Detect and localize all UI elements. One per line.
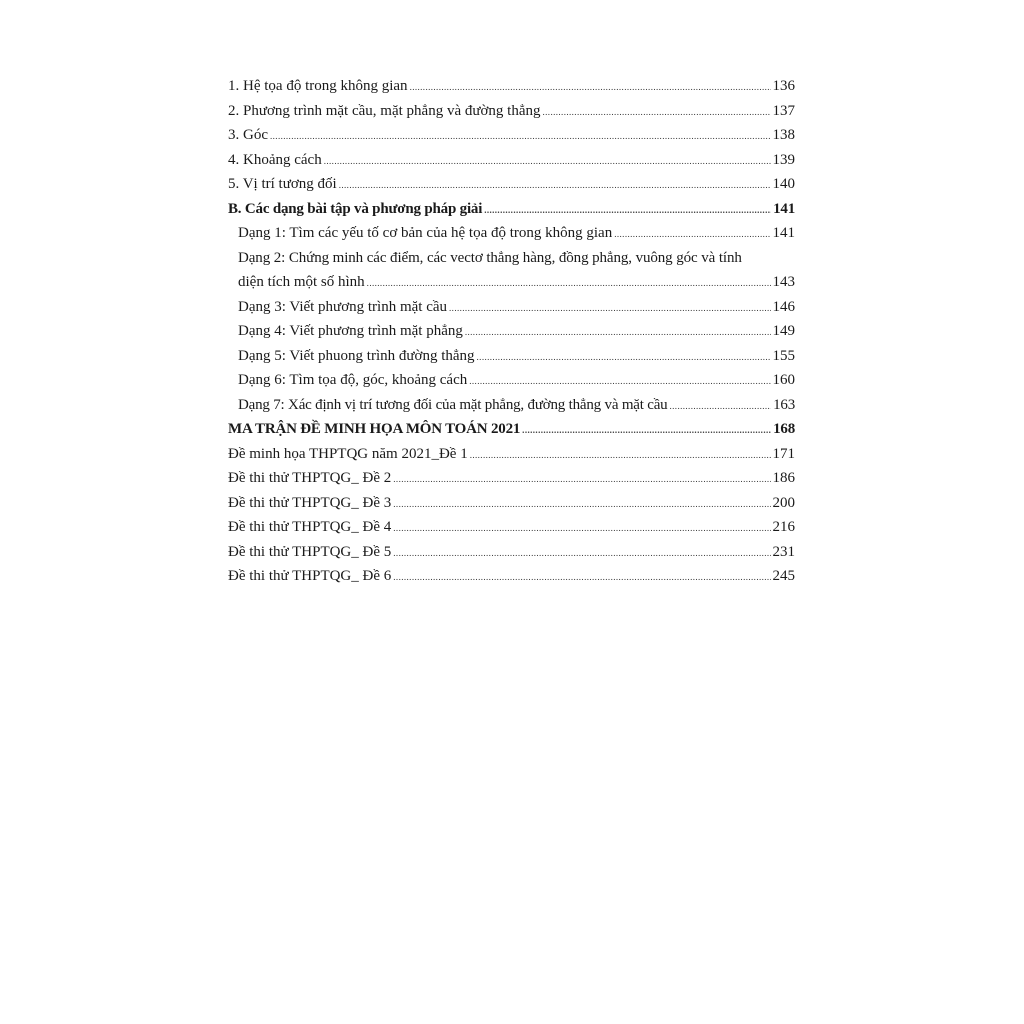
toc-leader-dots <box>324 157 771 166</box>
toc-entry-page: 138 <box>772 127 795 143</box>
toc-entry[interactable] <box>228 491 795 516</box>
toc-entry-page: 137 <box>772 102 795 119</box>
toc-entry-label: Dạng 5: Viết phuong trình đường thẳng <box>238 347 475 364</box>
toc-entry[interactable] <box>228 99 795 124</box>
toc-entry[interactable] <box>228 540 795 565</box>
toc-subentry[interactable] <box>228 344 795 369</box>
toc-entry-page: 141 <box>772 225 795 241</box>
toc-entry-label: Đề thi thử THPTQG_ Đề 4 <box>228 519 392 535</box>
toc-leader-dots <box>393 524 770 533</box>
toc-leader-dots <box>484 206 771 215</box>
toc-entry-page: 139 <box>772 151 795 168</box>
toc-leader-dots <box>393 573 770 582</box>
toc-leader-dots <box>543 108 771 117</box>
toc-section-heading[interactable] <box>228 417 795 442</box>
toc-section-heading[interactable] <box>228 197 795 222</box>
toc-entry-label-line1: Dạng 2: Chứng minh các điểm, các vectơ thẳng hàng, đồng phẳng, vuông góc và tính <box>238 249 742 266</box>
toc-entry-label: Đề minh họa THPTQG năm 2021_Đề 1 <box>228 445 468 462</box>
toc-entry-page: 141 <box>773 200 795 217</box>
toc-subentry[interactable] <box>228 393 795 418</box>
toc-entry-page: 171 <box>772 445 795 462</box>
toc-entry-label: B. Các dạng bài tập và phương pháp giải <box>228 200 483 217</box>
toc-entry-label: 3. Góc <box>228 127 268 143</box>
toc-entry-page: 200 <box>772 494 795 511</box>
toc-entry-label: 1. Hệ tọa độ trong không gian <box>228 78 408 94</box>
toc-leader-dots <box>470 451 771 460</box>
toc-entry-label: 2. Phương trình mặt cầu, mặt phẳng và đường thẳng <box>228 102 541 119</box>
toc-entry-page: 163 <box>773 396 795 413</box>
toc-entry-page: 186 <box>772 470 795 486</box>
toc-leader-dots <box>367 279 771 288</box>
toc-subentry[interactable] <box>228 221 795 246</box>
toc-entry-label: Đề thi thử THPTQG_ Đề 3 <box>228 494 392 511</box>
toc-entry[interactable] <box>228 466 795 491</box>
toc-leader-dots <box>393 475 770 484</box>
toc-entry-label: Dạng 1: Tìm các yếu tố cơ bản của hệ tọa độ trong không gian <box>238 225 613 241</box>
toc-entry-label: Đề thi thử THPTQG_ Đề 2 <box>228 470 392 486</box>
toc-entry-label: Đề thi thử THPTQG_ Đề 6 <box>228 568 392 584</box>
toc-leader-dots <box>393 500 770 509</box>
toc-leader-dots <box>410 83 771 92</box>
toc-entry[interactable] <box>228 172 795 197</box>
toc-entry-label-line2: diện tích một số hình <box>238 274 365 290</box>
toc-leader-dots <box>270 132 771 141</box>
toc-entry-page: 155 <box>772 347 795 364</box>
toc-entry-label: Đề thi thử THPTQG_ Đề 5 <box>228 543 392 560</box>
toc-leader-dots <box>465 328 771 337</box>
toc-entry-label: 4. Khoảng cách <box>228 151 322 168</box>
toc-entry-line2 <box>228 270 795 295</box>
toc-entry[interactable] <box>228 123 795 148</box>
toc-entry-page: 245 <box>772 568 795 584</box>
toc-entry-page: 216 <box>772 519 795 535</box>
toc-subentry-multiline[interactable] <box>228 246 795 295</box>
toc-entry[interactable] <box>228 74 795 99</box>
toc-entry-label: Dạng 4: Viết phương trình mặt phẳng <box>238 323 463 339</box>
toc-entry-page: 231 <box>772 543 795 560</box>
toc-entry[interactable] <box>228 515 795 540</box>
toc-entry[interactable] <box>228 148 795 173</box>
toc-subentry[interactable] <box>228 295 795 320</box>
toc-leader-dots <box>469 377 770 386</box>
toc-leader-dots <box>339 181 771 190</box>
toc-entry-page: 140 <box>772 176 795 192</box>
toc-entry-label: Dạng 6: Tìm tọa độ, góc, khoảng cách <box>238 372 468 388</box>
toc-leader-dots <box>477 353 771 362</box>
toc-leader-dots <box>522 426 771 435</box>
toc-leader-dots <box>614 230 770 239</box>
toc-subentry[interactable] <box>228 319 795 344</box>
toc-entry-page: 160 <box>772 372 795 388</box>
toc-entry-label: MA TRẬN ĐỀ MINH HỌA MÔN TOÁN 2021 <box>228 421 521 437</box>
toc-leader-dots <box>670 402 772 411</box>
toc-entry-label: 5. Vị trí tương đối <box>228 176 337 192</box>
toc-entry-label: Dạng 7: Xác định vị trí tương đối của mặt phẳng, đường thẳng và mặt cầu <box>238 396 668 413</box>
toc-leader-dots <box>449 304 770 313</box>
toc-entry-page: 136 <box>772 78 795 94</box>
toc-entry[interactable] <box>228 564 795 589</box>
toc-entry[interactable] <box>228 442 795 467</box>
table-of-contents <box>228 74 795 589</box>
toc-leader-dots <box>393 549 770 558</box>
toc-entry-page: 168 <box>773 421 795 437</box>
toc-entry-label: Dạng 3: Viết phương trình mặt cầu <box>238 298 448 315</box>
toc-subentry[interactable] <box>228 368 795 393</box>
toc-entry-page: 149 <box>772 323 795 339</box>
toc-entry-page: 146 <box>772 298 795 315</box>
toc-entry-page: 143 <box>772 274 795 290</box>
